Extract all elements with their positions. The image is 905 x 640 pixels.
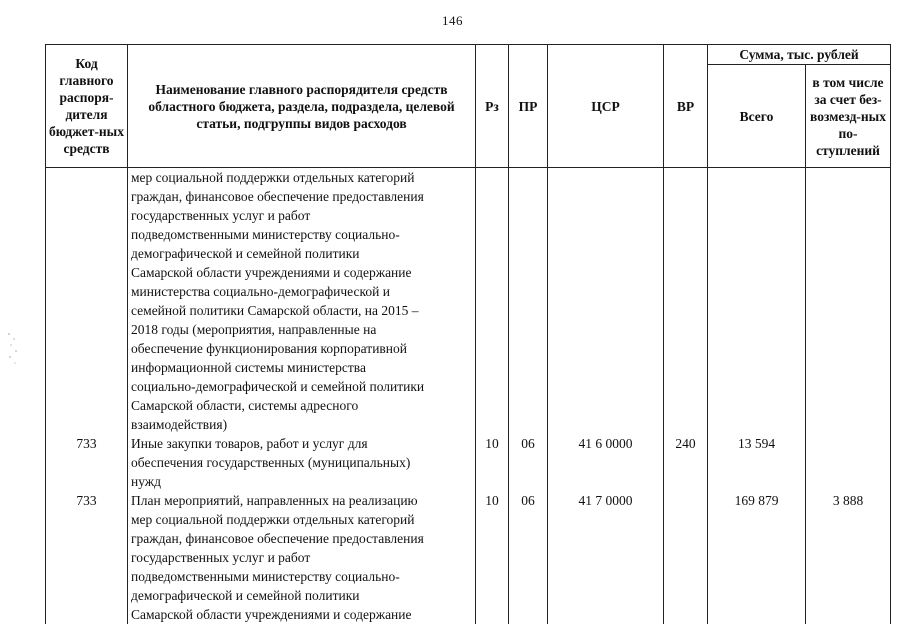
row-code	[46, 168, 128, 435]
row-rz: 10	[476, 491, 509, 624]
row-name	[128, 168, 476, 435]
row-pr: 06	[509, 434, 548, 491]
row-name-line: взаимодействия)	[131, 417, 228, 432]
row-name-line: мер социальной поддержки отдельных категорий	[131, 512, 415, 527]
header-code: Код главного распоря-дителя бюджет-ных средств	[46, 45, 128, 168]
row-name-line: подведомственными министерству социально-	[131, 569, 400, 584]
row-name-line: социально-демографической и семейной политики	[131, 379, 425, 394]
row-total: 169 879	[708, 491, 806, 624]
row-name-line: демографической и семейной политики	[131, 588, 360, 603]
row-name-line: Самарской области учреждениями и содержание	[131, 265, 412, 280]
row-name-line: План мероприятий, направленных на реализацию	[131, 493, 418, 508]
row-name-line: обеспечение функционирования корпоративной	[131, 341, 407, 356]
row-vr	[664, 168, 708, 435]
row-total	[708, 168, 806, 435]
row-rz: 10	[476, 434, 509, 491]
page-number: 146	[442, 13, 463, 28]
row-total: 13 594	[708, 434, 806, 491]
row-csr: 41 6 0000	[548, 434, 664, 491]
table-row	[46, 168, 891, 435]
table-row	[46, 491, 891, 624]
header-csr: ЦСР	[548, 45, 664, 168]
header-pr: ПР	[509, 45, 548, 168]
row-name-line: Самарской области учреждениями и содержание	[131, 607, 412, 622]
row-vr	[664, 491, 708, 624]
row-name-line: государственных услуг и работ	[131, 550, 311, 565]
row-pr: 06	[509, 491, 548, 624]
header-name: Наименование главного распорядителя средств областного бюджета, раздела, подраздела, целевой статьи, подгруппы видов расходов	[128, 45, 476, 168]
row-name-line: семейной политики Самарской области, на 2015 –	[131, 303, 419, 318]
row-name-line: информационной системы министерства	[131, 360, 366, 375]
row-name	[128, 434, 476, 491]
row-csr	[548, 168, 664, 435]
row-name-line: министерства социально-демографической и	[131, 284, 390, 299]
header-sum-group: Сумма, тыс. рублей	[708, 45, 891, 65]
row-name-line: 2018 годы (мероприятия, направленные на	[131, 322, 377, 337]
row-vr: 240	[664, 434, 708, 491]
row-name-line: обеспечения государственных (муниципальных)	[131, 455, 411, 470]
row-name-line: Иные закупки товаров, работ и услуг для	[131, 436, 368, 451]
row-name	[128, 491, 476, 624]
row-grants	[806, 434, 891, 491]
row-name-line: подведомственными министерству социально-	[131, 227, 400, 242]
header-total: Всего	[708, 65, 806, 168]
header-vr: ВР	[664, 45, 708, 168]
row-rz	[476, 168, 509, 435]
table-row	[46, 434, 891, 491]
scan-speckle	[6, 330, 20, 370]
row-name-line: мер социальной поддержки отдельных категорий	[131, 170, 415, 185]
row-name-line: демографической и семейной политики	[131, 246, 360, 261]
row-name-line: граждан, финансовое обеспечение предоставления	[131, 531, 424, 546]
row-code: 733	[46, 491, 128, 624]
row-code: 733	[46, 434, 128, 491]
budget-table	[45, 44, 891, 624]
row-grants: 3 888	[806, 491, 891, 624]
row-name-line: граждан, финансовое обеспечение предоставления	[131, 189, 424, 204]
header-rz: Рз	[476, 45, 509, 168]
header-row-top	[46, 45, 891, 65]
row-pr	[509, 168, 548, 435]
row-name-line: Самарской области, системы адресного	[131, 398, 359, 413]
row-name-line: государственных услуг и работ	[131, 208, 311, 223]
header-grants: в том числе за счет без-возмезд-ных по-ступлений	[806, 65, 891, 168]
row-grants	[806, 168, 891, 435]
row-name-line: нужд	[131, 474, 161, 489]
row-csr: 41 7 0000	[548, 491, 664, 624]
